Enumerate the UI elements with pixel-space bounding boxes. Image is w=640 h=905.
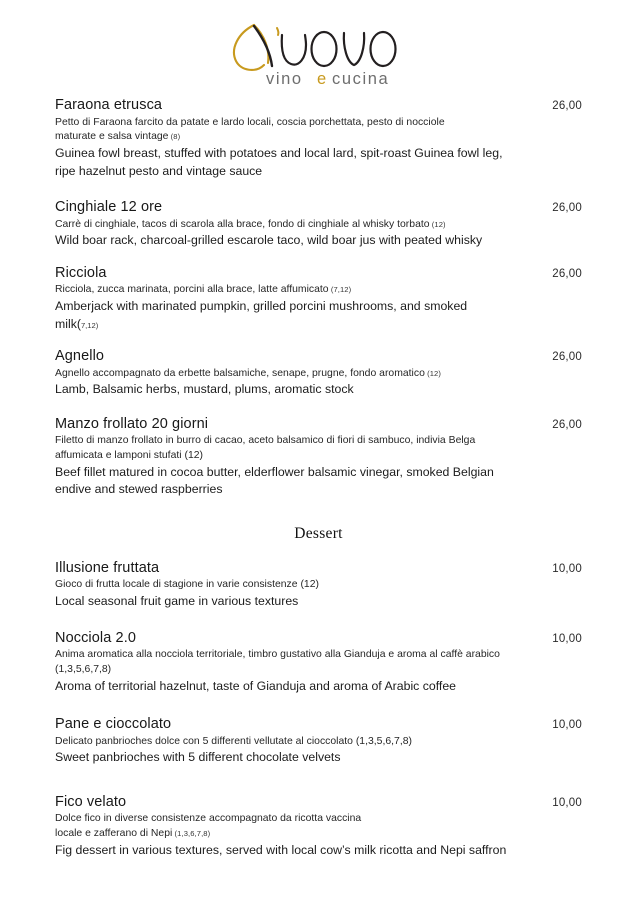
menu-item-description-english: [55, 298, 525, 333]
menu-item-name: Agnello: [55, 348, 105, 365]
description-line: Carrè di cinghiale, tacos di scarola alla brace, fondo di cinghiale al whisky torbato (12): [55, 218, 446, 230]
menu-item-header: [55, 559, 582, 579]
menu-item: [55, 415, 582, 499]
logo-tagline-e: e: [317, 70, 328, 88]
allergen-marker: (12): [429, 219, 446, 229]
menu-item-header: [55, 629, 582, 649]
menu-item-header: [55, 715, 582, 735]
logo-tagline-cucina: cucina: [332, 70, 390, 88]
menu-item-name: Manzo frollato 20 giorni: [55, 415, 209, 432]
description-line: Beef fillet matured in cocoa butter, elderflower balsamic vinegar, smoked Belgian: [55, 464, 494, 479]
menu-item-description-italian: [55, 367, 510, 382]
menu-item: [55, 715, 582, 767]
menu-item-description-english: [55, 842, 525, 859]
allergen-marker: (12): [424, 368, 441, 378]
menu-item-header: [55, 347, 582, 367]
description-line: maturate e salsa vintage (8): [55, 131, 181, 143]
description-line: Agnello accompagnato da erbette balsamiche, senape, prugne, fondo aromatico (12): [55, 367, 441, 379]
logo-letter-u-icon: [282, 35, 306, 65]
menu-item-description-italian: [55, 648, 510, 678]
menu-item-description-italian: [55, 735, 510, 750]
menu-body: [0, 96, 640, 859]
menu-item-description-english: [55, 749, 525, 766]
description-line: Guinea fowl breast, stuffed with potatoes and local lard, spit-roast Guinea fowl leg,: [55, 146, 503, 161]
logo-letter-v-icon: [344, 33, 364, 65]
menu-item-price: 10,00: [552, 632, 582, 645]
description-line: locale e zafferano di Nepi (1,3,6,7,8): [55, 828, 211, 840]
menu-item-header: [55, 415, 582, 435]
description-line: Wild boar rack, charcoal-grilled escarole taco, wild boar jus with peated whisky: [55, 233, 483, 248]
menu-item: [55, 264, 582, 333]
menu-item-name: Nocciola 2.0: [55, 629, 136, 646]
logo-graphic: [220, 11, 420, 91]
menu-item-description-italian: [55, 218, 510, 233]
menu-item-header: [55, 793, 582, 813]
menu-item-header: [55, 198, 582, 218]
description-line: Delicato panbrioches dolce con 5 differenti vellutate al cioccolato (1,3,5,6,7,8): [55, 735, 412, 747]
description-line: Anima aromatica alla nocciola territoriale, timbro gustativo alla Gianduja e aroma al caffè arabico: [55, 649, 500, 661]
logo-tagline-vino: vino: [266, 70, 303, 88]
description-line: Fig dessert in various textures, served with local cow’s milk ricotta and Nepi saffron: [55, 843, 507, 857]
description-line: affumicata e lamponi stufati (12): [55, 450, 203, 462]
menu-item: [55, 629, 582, 696]
description-line: Filetto di manzo frollato in burro di cacao, aceto balsamico di fiori di sambuco, indivia Belga: [55, 435, 476, 447]
logo-letter-o1-icon: [312, 32, 337, 66]
menu-item-price: 26,00: [552, 267, 582, 280]
allergen-marker: 7,12): [80, 320, 99, 330]
menu-item-header: [55, 264, 582, 284]
menu-item-name: Pane e cioccolato: [55, 716, 172, 733]
menu-item: [55, 198, 582, 250]
menu-item-price: 26,00: [552, 418, 582, 431]
description-line: ripe hazelnut pesto and vintage sauce: [55, 163, 263, 178]
allergen-marker: (1,3,6,7,8): [172, 829, 211, 839]
menu-item-price: 10,00: [552, 562, 582, 575]
allergen-marker: (8): [168, 132, 181, 142]
desserts-section: [55, 559, 582, 860]
menu-item-name: Fico velato: [55, 793, 127, 810]
menu-item-description-italian: [55, 116, 510, 146]
menu-item-price: 26,00: [552, 351, 582, 364]
description-line: Petto di Faraona farcito da patate e lardo locali, coscia porchettata, pesto di nocciole: [55, 116, 445, 128]
menu-item-name: Illusione fruttata: [55, 559, 160, 576]
menu-item-description-italian: [55, 283, 510, 298]
menu-item: [55, 96, 582, 180]
menu-item-name: Faraona etrusca: [55, 97, 163, 113]
menu-item-description-english: [55, 593, 525, 610]
allergen-marker: (7,12): [328, 285, 352, 295]
menu-item-description-english: [55, 678, 525, 695]
menu-item-description-english: [55, 232, 525, 249]
menu-item-price: 10,00: [552, 719, 582, 732]
menu-item-price: 26,00: [552, 202, 582, 214]
description-line: endive and stewed raspberries: [55, 482, 223, 497]
menu-item-price: 26,00: [552, 100, 582, 112]
description-line: Local seasonal fruit game in various textures: [55, 594, 299, 609]
description-line: Amberjack with marinated pumpkin, grilled porcini mushrooms, and smoked: [55, 299, 468, 314]
description-line: Aroma of territorial hazelnut, taste of Gianduja and aroma of Arabic coffee: [55, 678, 457, 693]
logo-apostrophe-icon: [277, 28, 278, 35]
menu-item-name: Cinghiale 12 ore: [55, 199, 163, 215]
menu-item-description-italian: [55, 578, 510, 593]
menu-item-header: [55, 96, 582, 116]
restaurant-logo: [0, 0, 640, 96]
description-line: Lamb, Balsamic herbs, mustard, plums, aromatic stock: [55, 382, 354, 397]
menu-item-description-english: [55, 464, 525, 499]
description-line: (1,3,5,6,7,8): [55, 663, 112, 675]
description-line: milk(7,12): [55, 316, 99, 331]
menu-item: [55, 559, 582, 611]
menu-item: [55, 793, 582, 860]
menu-item: [55, 347, 582, 399]
menu-item-description-english: [55, 145, 525, 180]
menu-item-name: Ricciola: [55, 264, 107, 281]
menu-item-description-italian: [55, 812, 510, 842]
description-line: Dolce fico in diverse consistenze accompagnato da ricotta vaccina: [55, 813, 362, 825]
menu-item-description-italian: [55, 434, 510, 464]
description-line: Sweet panbrioches with 5 different chocolate velvets: [55, 750, 341, 765]
dessert-section-title: Dessert: [294, 524, 343, 542]
description-line: Gioco di frutta locale di stagione in varie consistenze (12): [55, 579, 319, 591]
description-line: Ricciola, zucca marinata, porcini alla brace, latte affumicato (7,12): [55, 284, 352, 296]
logo-letter-o2-icon: [371, 32, 396, 66]
mains-section: [55, 96, 582, 499]
menu-item-description-english: [55, 381, 525, 398]
menu-item-price: 10,00: [552, 796, 582, 809]
